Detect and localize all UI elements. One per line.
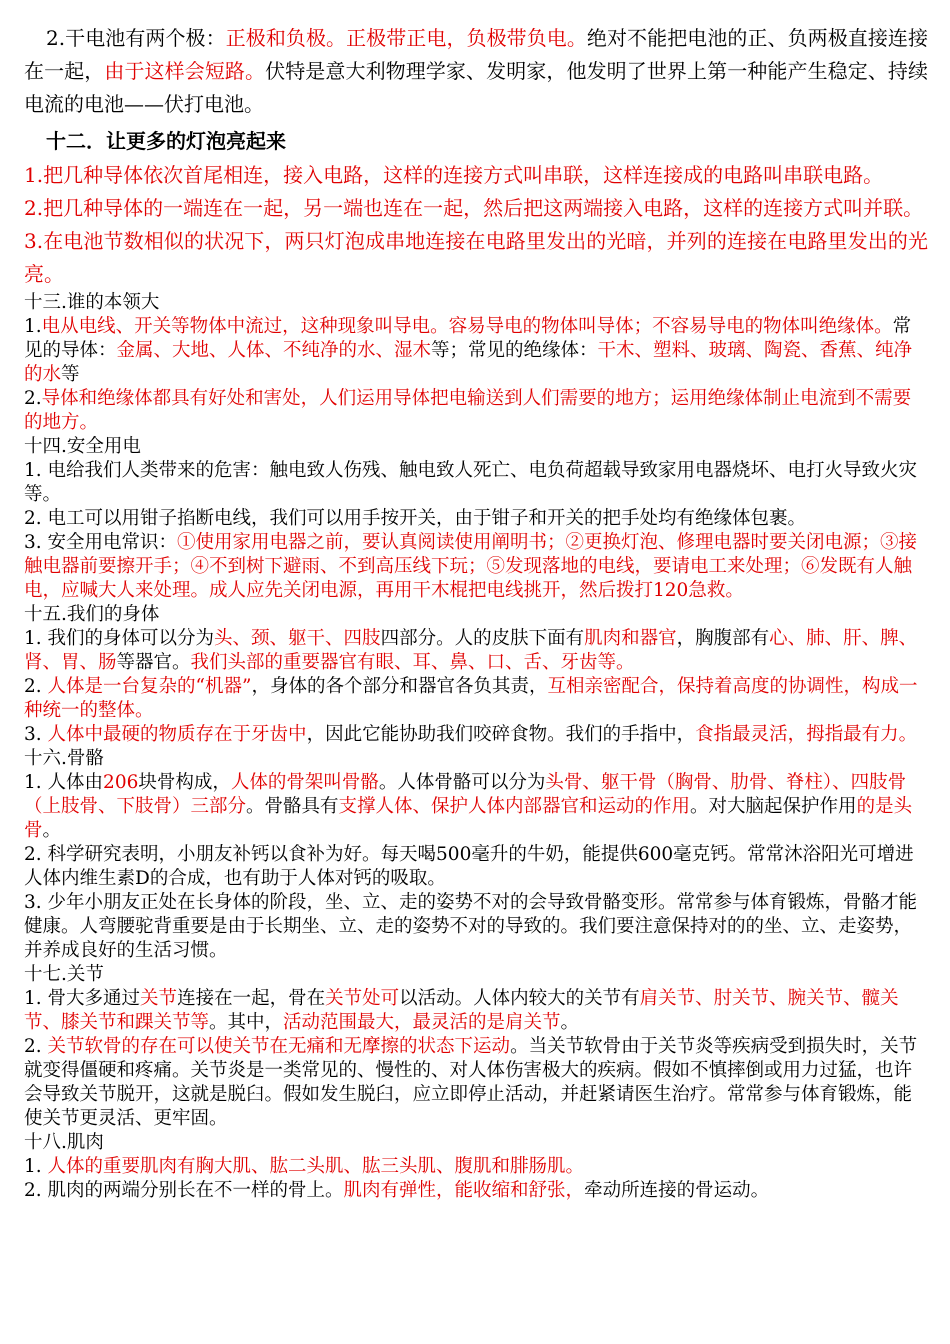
highlighted-text: 支撑人体、保护人体内部器官和运动的作用 bbox=[338, 796, 691, 817]
highlighted-text: 电从电线、开关等物体中流过，这种现象叫导电。容易导电的物体叫导体；不容易导电的物体叫绝缘体。 bbox=[41, 316, 893, 337]
highlighted-text: 食指最灵活，拇指最有力。 bbox=[695, 724, 918, 745]
highlighted-text: 人体中最硬的物质存在于牙齿中 bbox=[47, 724, 307, 745]
highlighted-text: 关节处可 bbox=[325, 988, 400, 1009]
body-text: 1. bbox=[24, 316, 42, 337]
highlighted-text: 肩关节、肘关节、腕关节、髋关节、膝关节和踝关节等 bbox=[24, 988, 899, 1033]
paragraph bbox=[24, 771, 928, 843]
paragraph bbox=[24, 225, 928, 291]
highlighted-text: 正极和负极。正极带正电，负极带负电。 bbox=[225, 26, 587, 50]
body-text: 1. 我们的身体可以分为 bbox=[24, 628, 215, 649]
paragraph bbox=[24, 22, 928, 121]
paragraph bbox=[24, 747, 928, 771]
highlighted-text: ①使用家用电器之前，要认真阅读使用阐明书；②更换灯泡、修理电器时要关闭电源；③接触电器前要擦开手；④不到树下避雨、不到高压线下玩；⑤发现落地的电线，要请电工来处理；⑥发既有人触电，应喊大人来处理。成人应先关闭电源，再用干木棍把电线挑开，然后拨打120急救。 bbox=[24, 532, 918, 601]
highlighted-text: 的是头骨 bbox=[24, 796, 913, 841]
body-text: 2. 科学研究表明，小朋友补钙以食补为好。每天喝500毫升的牛奶，能提供600毫克钙。常常沐浴阳光可增进人体内维生素D的合成，也有助于人体对钙的吸取。 bbox=[24, 844, 914, 889]
body-text: 等 bbox=[61, 364, 80, 385]
body-text: 3. 少年小朋友正处在长身体的阶段，坐、立、走的姿势不对的会导致骨骼变形。常常参与体育锻炼，骨骼才能健康。人弯腰驼背重要是由于长期坐、立、走的姿势不对的导致的。我们要注意保持对的的坐、立、走姿势，并养成良好的生活习惯。 bbox=[24, 892, 918, 961]
paragraph bbox=[24, 192, 928, 225]
body-text: 十二．让更多的灯泡亮起来 bbox=[46, 129, 286, 153]
highlighted-text: 我们头部的重要器官有眼、耳、鼻、口、舌、牙齿等。 bbox=[190, 652, 635, 673]
body-text: 1. 人体由 bbox=[24, 772, 104, 793]
body-text: 3. bbox=[24, 724, 48, 745]
highlighted-text: 人体是一台复杂的“机器” bbox=[47, 676, 252, 697]
body-text: 。 bbox=[42, 820, 62, 841]
highlighted-text: 干木、塑料、玻璃、陶瓷、香蕉、纯净的水 bbox=[24, 340, 913, 385]
body-text: 等；常见的绝缘体： bbox=[431, 340, 598, 361]
body-text: 2. bbox=[24, 388, 42, 409]
body-text: ，胸腹部有 bbox=[676, 628, 770, 649]
body-text: 十六.骨骼 bbox=[24, 748, 104, 769]
body-text: 。人体骨骼可以分为 bbox=[378, 772, 546, 793]
section-heading bbox=[46, 125, 928, 157]
body-text: 十五.我们的身体 bbox=[24, 604, 160, 625]
body-text: 1. bbox=[24, 1156, 48, 1177]
body-text: 十四.安全用电 bbox=[24, 436, 141, 457]
body-text: 块骨构成， bbox=[138, 772, 231, 793]
body-text: 2. 肌肉的两端分别长在不一样的骨上。 bbox=[24, 1180, 344, 1201]
body-text: 2. 电工可以用钳子掐断电线，我们可以用手按开关，由于钳子和开关的把手处均有绝缘体包裹。 bbox=[24, 508, 807, 529]
body-text: 1. 骨大多通过 bbox=[24, 988, 141, 1009]
paragraph bbox=[24, 159, 928, 192]
highlighted-text: 人体的骨架叫骨骼 bbox=[230, 772, 379, 793]
paragraph bbox=[24, 315, 928, 387]
highlighted-text: 头骨、躯干骨（胸骨、肋骨、脊柱）、四肢骨（上肢骨、下肢骨）三部分 bbox=[24, 772, 907, 817]
body-text: 。骨骼具有 bbox=[246, 796, 339, 817]
body-text: 十八.肌肉 bbox=[24, 1132, 104, 1153]
body-text: 1. 电给我们人类带来的危害：触电致人伤残、触电致人死亡、电负荷超载导致家用电器烧坏、电打火导致火灾等。 bbox=[24, 460, 918, 505]
body-text: 等器官。 bbox=[116, 652, 191, 673]
body-text: 2. bbox=[24, 676, 48, 697]
paragraph bbox=[24, 291, 928, 315]
body-text: 3. 安全用电常识： bbox=[24, 532, 178, 553]
paragraph bbox=[24, 459, 928, 507]
paragraph bbox=[24, 435, 928, 459]
highlighted-text: 肌肉和器官 bbox=[584, 628, 677, 649]
body-text: 。当关节软骨由于关节炎等疾病受到损失时，关节就变得僵硬和疼痛。关节炎是一类常见的、慢性的、对人体伤害极大的疾病。假如不慎摔倒或用力过猛，也许会导致关节脱开，这就是脱臼。假如发生脱臼，应立即停止活动，并赶紧请医生治疗。常常参与体育锻炼，能使关节更灵活、更牢固。 bbox=[24, 1036, 918, 1129]
highlighted-text: 由于这样会短路。 bbox=[104, 59, 266, 83]
paragraph bbox=[24, 627, 928, 675]
paragraph bbox=[24, 987, 928, 1035]
paragraph bbox=[24, 387, 928, 435]
highlighted-text: 关节 bbox=[140, 988, 178, 1009]
highlighted-text: 1.把几种导体依次首尾相连，接入电路，这样的连接方式叫串联，这样连接成的电路叫串联电路。 bbox=[24, 163, 884, 187]
body-text: 。其中， bbox=[209, 1012, 284, 1033]
highlighted-text: 活动范围最大，最灵活的是肩关节 bbox=[283, 1012, 561, 1033]
body-text: ，因此它能协助我们咬碎食物。我们的手指中， bbox=[306, 724, 696, 745]
paragraph bbox=[24, 675, 928, 723]
body-text: ，身体的各个部分和器官各负其责， bbox=[251, 676, 548, 697]
body-text: 常见的导体： bbox=[24, 316, 912, 361]
highlighted-text: 关节软骨的存在可以使关节在无痛和无摩擦的状态下运动 bbox=[47, 1036, 511, 1057]
highlighted-text: 肌肉有弹性，能收缩和舒张， bbox=[343, 1180, 585, 1201]
highlighted-text: 3.在电池节数相似的状况下，两只灯泡成串地连接在电路里发出的光暗，并列的连接在电路里发出的光亮。 bbox=[24, 229, 928, 286]
body-text: 十三.谁的本领大 bbox=[24, 292, 160, 313]
body-text: 以活动。人体内较大的关节有 bbox=[399, 988, 640, 1009]
paragraph bbox=[24, 1155, 928, 1179]
highlighted-text: 心、肺、肝、脾、肾、胃、肠 bbox=[24, 628, 918, 673]
body-text: 2.干电池有两个极： bbox=[46, 26, 226, 50]
highlighted-text: 导体和绝缘体都具有好处和害处，人们运用导体把电输送到人们需要的地方；运用绝缘体制止电流到不需要的地方。 bbox=[24, 388, 912, 433]
body-text: 2. bbox=[24, 1036, 48, 1057]
highlighted-text: 人体的重要肌肉有胸大肌、肱二头肌、肱三头肌、腹肌和腓肠肌。 bbox=[47, 1156, 585, 1177]
paragraph bbox=[24, 603, 928, 627]
body-text: 四部分。人的皮肤下面有 bbox=[380, 628, 585, 649]
body-text: 。对大脑起保护作用 bbox=[690, 796, 857, 817]
body-text: 。 bbox=[560, 1012, 580, 1033]
highlighted-text: 206 bbox=[103, 772, 139, 793]
body-text: 伏特是意大利物理学家、发明家，他发明了世界上第一种能产生稳定、持续电流的电池——伏打电池。 bbox=[24, 59, 929, 116]
paragraph bbox=[24, 963, 928, 987]
paragraph bbox=[24, 891, 928, 963]
highlighted-text: 头、颈、躯干、四肢 bbox=[214, 628, 381, 649]
paragraph bbox=[24, 723, 928, 747]
highlighted-text: 2.把几种导体的一端连在一起，另一端也连在一起，然后把这两端接入电路，这样的连接方式叫并联。 bbox=[24, 196, 924, 220]
body-text: 十七.关节 bbox=[24, 964, 104, 985]
body-text: 牵动所连接的骨运动。 bbox=[584, 1180, 770, 1201]
paragraph bbox=[24, 531, 928, 603]
paragraph bbox=[24, 1035, 928, 1131]
paragraph bbox=[24, 1179, 928, 1203]
body-text: 绝对不能把电池的正、负两极直接连接在一起， bbox=[24, 26, 929, 83]
body-text: 连接在一起，骨在 bbox=[177, 988, 326, 1009]
highlighted-text: 金属、大地、人体、不纯净的水、湿木 bbox=[116, 340, 432, 361]
paragraph bbox=[24, 1131, 928, 1155]
paragraph bbox=[24, 843, 928, 891]
paragraph bbox=[24, 507, 928, 531]
highlighted-text: 互相亲密配合，保持着高度的协调性，构成一种统一的整体。 bbox=[24, 676, 918, 721]
